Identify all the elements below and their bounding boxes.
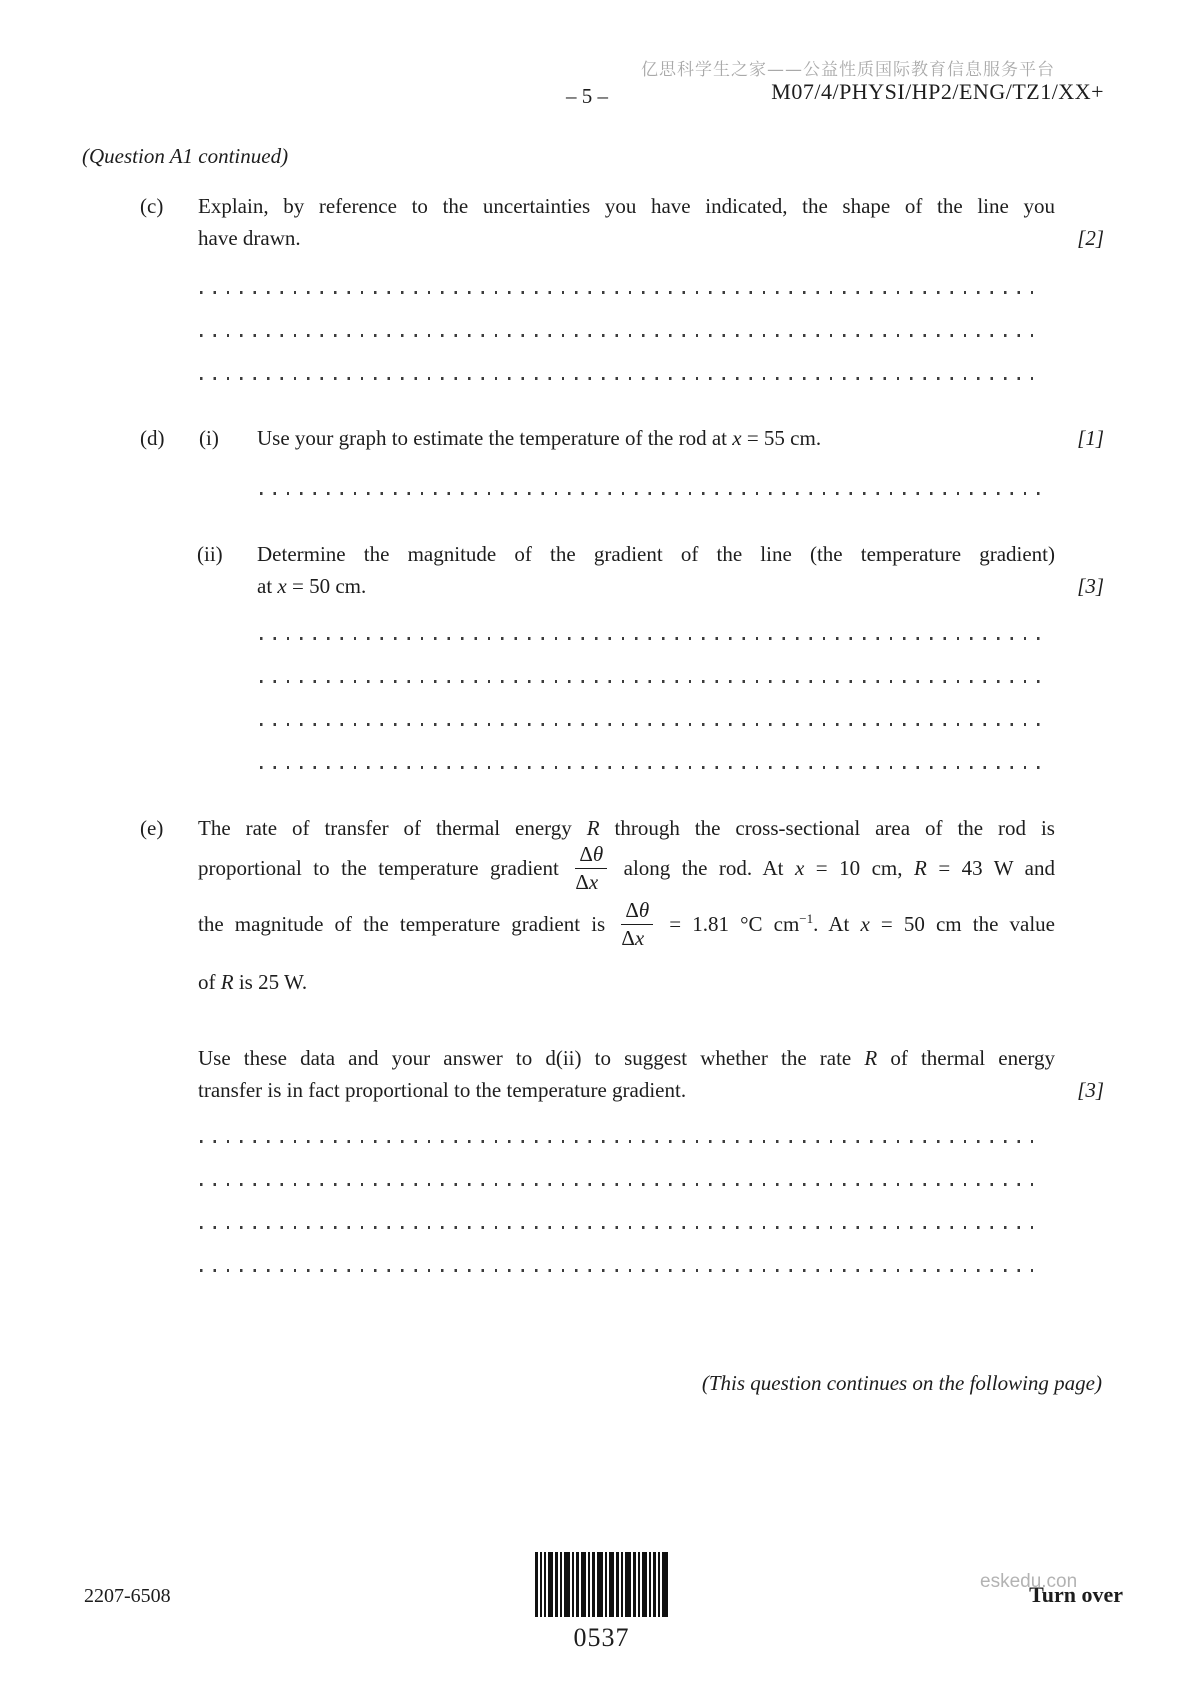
fraction: $\frac{\Delta\theta}{\Delta x}$ <box>621 899 653 949</box>
answer-dotted-line <box>260 766 1050 769</box>
answer-dotted-line <box>200 334 1043 337</box>
question-e-para1-line3: the magnitude of the temperature gradient is $\frac{\Delta\theta}{\Delta x}$ = 1.81 °C $cm^{-1}$. At x = 50 cm the value <box>198 898 1055 950</box>
question-c-label: (c) <box>140 194 164 218</box>
question-d-ii-label: (ii) <box>197 542 223 566</box>
question-c-line2: have drawn. <box>198 226 301 250</box>
question-c-text <box>198 190 1055 254</box>
barcode <box>535 1552 668 1653</box>
question-d-ii-line2: at x = 50 cm. <box>257 574 367 598</box>
question-d-ii-answer-area <box>260 637 1050 809</box>
question-d-ii-marks: [3] <box>1077 574 1104 598</box>
answer-dotted-line <box>260 492 1050 495</box>
paper-code: M07/4/PHYSI/HP2/ENG/TZ1/XX+ <box>771 79 1104 104</box>
answer-dotted-line <box>260 680 1050 683</box>
question-c-marks: [2] <box>1077 226 1104 250</box>
question-d-i-answer-area <box>260 492 1050 535</box>
question-d-ii-text <box>257 538 1055 602</box>
turn-over-label: Turn over <box>1029 1582 1123 1607</box>
answer-dotted-line <box>200 1183 1043 1186</box>
site-watermark-footer: eskedu.con <box>980 1571 1078 1592</box>
question-c-line1: Explain, by reference to the uncertainties you have indicated, the shape of the line you <box>198 194 1055 218</box>
question-d-i-label: (i) <box>199 426 219 450</box>
site-watermark-header: 亿思科学生之家——公益性质国际教育信息服务平台 <box>641 60 1055 80</box>
question-e-para2-line1: Use these data and your answer to d(ii) to suggest whether the rate R of thermal energy <box>198 1046 1056 1070</box>
answer-dotted-line <box>200 1226 1043 1229</box>
answer-dotted-line <box>200 291 1043 294</box>
answer-dotted-line <box>260 637 1050 640</box>
document-number: 2207-6508 <box>84 1585 171 1607</box>
question-e-para1-line4: of R is 25 W. <box>198 970 308 994</box>
question-e-para1-line1: The rate of transfer of thermal energy R through the cross-sectional area of the rod is <box>198 816 1055 840</box>
question-d-i-text: Use your graph to estimate the temperature of the rod at x = 55 cm. <box>257 426 822 450</box>
question-d-ii-line1: Determine the magnitude of the gradient of the line (the temperature gradient) <box>257 542 1055 566</box>
question-d-i-marks: [1] <box>1077 426 1104 450</box>
barcode-number: 0537 <box>573 1623 630 1652</box>
question-e-para1-line2: proportional to the temperature gradient $\frac{\Delta\theta}{\Delta x}$ along the rod. At x = 10 cm, R = 43 W and <box>198 842 1055 894</box>
question-e-label: (e) <box>140 816 164 840</box>
question-continued-note: (Question A1 continued) <box>82 144 289 168</box>
answer-dotted-line <box>200 1269 1043 1272</box>
question-e-para2-line2: transfer is in fact proportional to the temperature gradient. <box>198 1078 687 1102</box>
page-number: – 5 – <box>566 84 608 108</box>
answer-dotted-line <box>200 1140 1043 1143</box>
question-d-label: (d) <box>140 426 165 450</box>
fraction: $\frac{\Delta\theta}{\Delta x}$ <box>575 843 607 893</box>
question-e-marks: [3] <box>1077 1078 1104 1102</box>
answer-dotted-line <box>260 723 1050 726</box>
question-e-answer-area <box>200 1140 1043 1312</box>
barcode-bars <box>535 1552 668 1617</box>
question-c-answer-area <box>200 291 1043 420</box>
question-continues-note: (This question continues on the following page) <box>701 1371 1102 1395</box>
answer-dotted-line <box>200 377 1043 380</box>
